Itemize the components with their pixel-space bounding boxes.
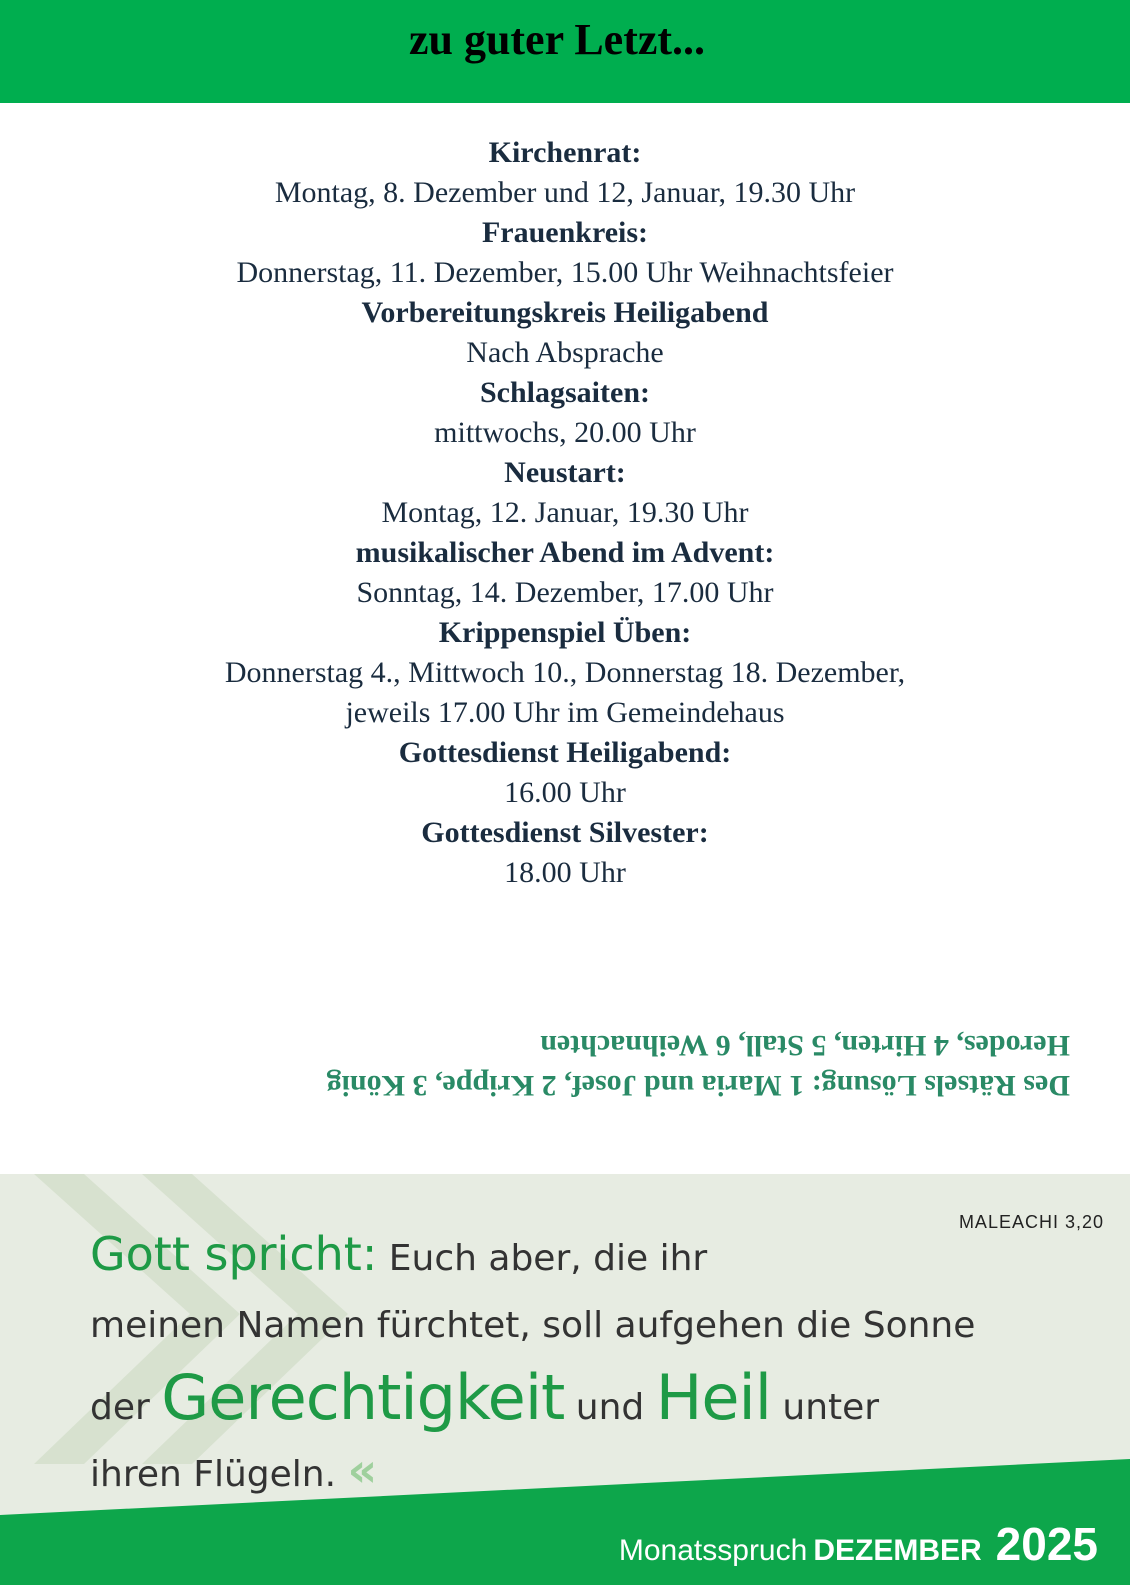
schedule-item-detail: 18.00 Uhr xyxy=(504,856,626,889)
schedule-item-detail: Montag, 12. Januar, 19.30 Uhr xyxy=(381,496,749,529)
verse-reference: MALEACHI 3,20 xyxy=(958,1212,1104,1232)
schedule-item xyxy=(0,133,1130,213)
schedule-item-detail: Montag, 8. Dezember und 12, Januar, 19.30 Uhr xyxy=(274,176,856,209)
verse-emphasis: Gerechtigkeit xyxy=(161,1361,565,1434)
schedule-item-title: Neustart: xyxy=(504,456,626,489)
schedule-item xyxy=(0,453,1130,533)
footer-label-text: Monatsspruch xyxy=(618,1534,808,1567)
riddle-line: Des Rätsels Lösung: 1 Maria und Josef, 2 Krippe, 3 König xyxy=(326,1069,1070,1102)
verse-line xyxy=(90,1434,1050,1506)
closing-quote-icon: « xyxy=(347,1443,378,1497)
schedule-item-title: Krippenspiel Üben: xyxy=(438,616,692,649)
verse-emphasis: Heil xyxy=(655,1361,771,1434)
schedule-item xyxy=(0,733,1130,813)
schedule-item xyxy=(0,293,1130,373)
schedule-item xyxy=(0,613,1130,733)
schedule-item-title: Vorbereitungskreis Heiligabend xyxy=(361,296,769,329)
verse-fragment: Euch aber, die ihr xyxy=(377,1238,708,1279)
riddle-solution xyxy=(160,1025,1070,1105)
schedule-item-detail: Donnerstag, 11. Dezember, 15.00 Uhr Weihnachtsfeier xyxy=(236,256,894,289)
schedule-item-title: Schlagsaiten: xyxy=(479,376,650,409)
riddle-line: Herodes, 4 Hirten, 5 Stall, 6 Weihnachten xyxy=(540,1029,1070,1062)
monthly-verse-panel xyxy=(0,1174,1130,1585)
verse-fragment: und xyxy=(564,1387,656,1428)
schedule-item-title: Gottesdienst Silvester: xyxy=(421,816,709,849)
schedule-item-detail: jeweils 17.00 Uhr im Gemeindehaus xyxy=(345,696,785,729)
page-title: zu guter Letzt... xyxy=(408,15,706,64)
schedule-item-title: Gottesdienst Heiligabend: xyxy=(398,736,732,769)
schedule-item-detail: Sonntag, 14. Dezember, 17.00 Uhr xyxy=(356,576,774,609)
schedule-item-title: musikalischer Abend im Advent: xyxy=(355,536,775,569)
schedule-list xyxy=(0,133,1130,893)
verse-fragment: meinen Namen fürchtet, soll aufgehen die Sonne xyxy=(90,1305,976,1346)
schedule-item-title: Frauenkreis: xyxy=(481,216,649,249)
footer-year: 2025 xyxy=(995,1518,1098,1570)
schedule-item xyxy=(0,813,1130,893)
verse-line xyxy=(90,1362,1050,1434)
monthly-verse-label xyxy=(619,1517,1098,1571)
schedule-item-detail: mittwochs, 20.00 Uhr xyxy=(434,416,696,449)
schedule-item-detail: 16.00 Uhr xyxy=(504,776,626,809)
schedule-item xyxy=(0,213,1130,293)
schedule-item-title: Kirchenrat: xyxy=(488,136,642,169)
schedule-item xyxy=(0,373,1130,453)
verse-fragment: der xyxy=(90,1387,162,1428)
verse-line xyxy=(90,1290,1050,1362)
verse-line xyxy=(90,1218,1050,1290)
verse-fragment: ihren Flügeln. xyxy=(90,1454,348,1495)
verse-lead: Gott spricht: xyxy=(90,1227,378,1281)
verse-fragment: unter xyxy=(770,1387,880,1428)
schedule-item xyxy=(0,533,1130,613)
verse-text xyxy=(90,1218,1050,1506)
footer-month: DEZEMBER xyxy=(813,1534,982,1567)
schedule-item-detail: Nach Absprache xyxy=(466,336,664,369)
schedule-item-detail: Donnerstag 4., Mittwoch 10., Donnerstag 18. Dezember, xyxy=(224,656,906,689)
